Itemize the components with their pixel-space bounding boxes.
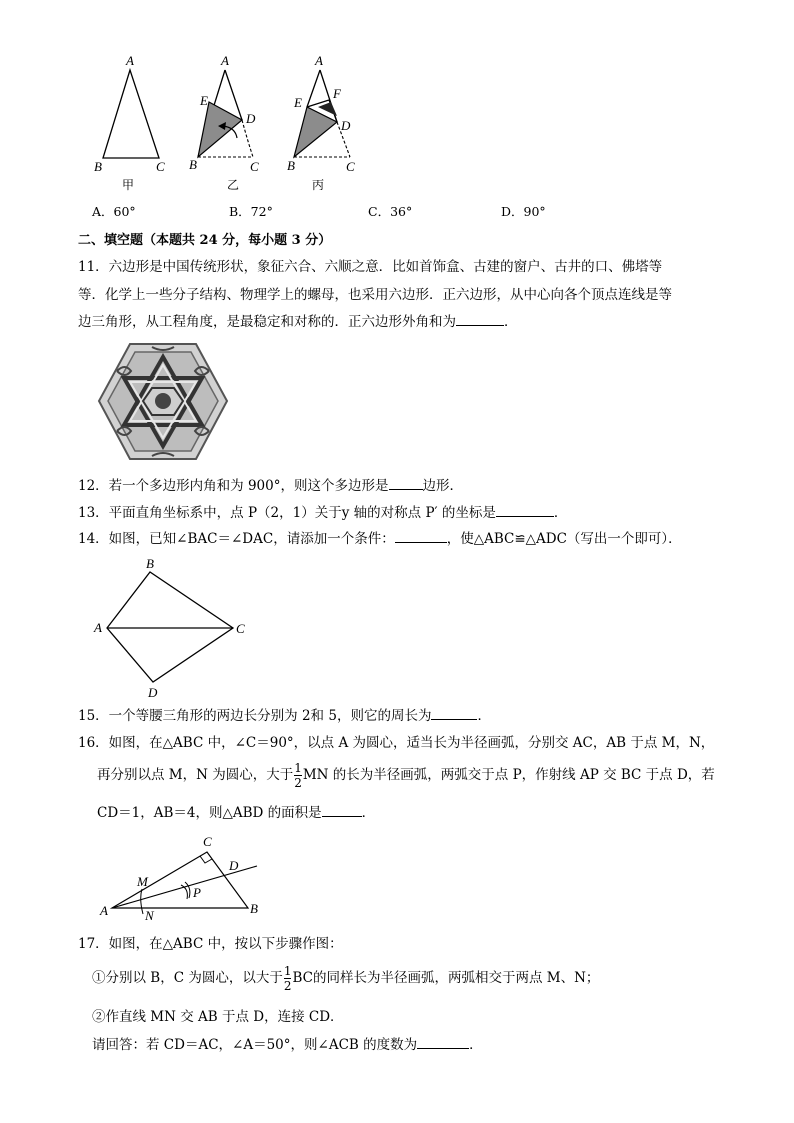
hexagon-ornament-image [97, 341, 229, 462]
q10-figures [85, 50, 375, 200]
label-D: D [341, 118, 351, 133]
q16-line3: CD＝1，AB＝4，则△ABD 的面积是 ． [97, 799, 727, 827]
label-N: N [145, 908, 154, 923]
label-E: E [200, 93, 208, 108]
q13: 13．平面直角坐标系中，点 P（2，1）关于y 轴的对称点 P′ 的坐标是 ． [78, 499, 708, 527]
caption-yi: 乙 [227, 178, 240, 192]
label-A: A [315, 53, 323, 68]
q11-line1: 11．六边形是中国传统形状，象征六合、六顺之意．比如首饰盒、古建的窗户、古井的口、佛塔等 [78, 259, 663, 275]
label-A: A [94, 620, 102, 635]
label-C: C [250, 159, 259, 174]
label-C: C [236, 621, 245, 636]
label-B: B [287, 158, 295, 173]
label-C: C [203, 834, 212, 849]
answer-blank[interactable] [322, 802, 362, 817]
label-D: D [229, 858, 239, 873]
q14-figure [88, 555, 258, 700]
answer-blank[interactable] [389, 475, 423, 490]
answer-blank[interactable] [417, 1034, 469, 1049]
q14: 14．如图，已知∠BAC＝∠DAC，请添加一个条件： ，使△ABC≌△ADC（写出一个即可）． [78, 525, 708, 553]
answer-blank[interactable] [395, 528, 447, 543]
label-B: B [94, 159, 102, 174]
label-A: A [100, 903, 108, 918]
q16-line1: 16．如图，在△ABC 中，∠C＝90°，以点 A 为圆心，适当长为半径画弧，分别交 AC，AB 于点 M，N， [78, 735, 715, 751]
option-a[interactable]: A．60° [92, 204, 136, 219]
q16-line2: 再分别以点 M，N 为圆心，大于 $\frac{1}{2}$ MN 的长为半径画弧，两弧交于点 P，作射线 AP 交 BC 于点 D，若 [97, 761, 715, 790]
figure-bing [287, 53, 355, 192]
q15: 15．一个等腰三角形的两边长分别为 2和 5，则它的周长为 ． [78, 702, 708, 730]
answer-blank[interactable] [456, 311, 504, 326]
q17-step2: ②作直线 MN 交 AB 于点 D，连接 CD． [92, 1009, 344, 1025]
label-P: P [193, 885, 201, 900]
answer-blank[interactable] [496, 502, 554, 517]
q17-step1: ①分别以 B，C 为圆心，以大于 $\frac{1}{2}$ BC的同样长为半径画弧，两弧相交于两点 M、N； [92, 964, 600, 993]
caption-jia: 甲 [122, 178, 135, 192]
q11-line3: 边三角形，从工程角度，是最稳定和对称的．正六边形外角和为 ． [78, 308, 708, 336]
q11-line2: 等．化学上一些分子结构、物理学上的螺母，也采用六边形．正六边形，从中心向各个顶点连线是等 [78, 287, 672, 303]
caption-bing: 丙 [312, 178, 325, 192]
section-title: 二、填空题（本题共 24 分，每小题 3 分） [78, 233, 332, 248]
q11-text: 边三角形，从工程角度，是最稳定和对称的．正六边形外角和为 [78, 314, 456, 330]
label-C: C [156, 159, 165, 174]
label-B: B [250, 901, 258, 916]
fraction-half: $\frac{1}{2}$ [283, 964, 292, 993]
label-B: B [189, 157, 197, 172]
q17-line1: 17．如图，在△ABC 中，按以下步骤作图： [78, 936, 343, 952]
q16-figure [95, 832, 270, 927]
label-C: C [346, 159, 355, 174]
option-d[interactable]: D．90° [501, 204, 546, 219]
fraction-half: $\frac{1}{2}$ [294, 761, 302, 790]
q12: 12．若一个多边形内角和为 900°，则这个多边形是 边形． [78, 472, 708, 500]
q17-ask: 请回答：若 CD＝AC，∠A＝50°，则∠ACB 的度数为 ． [92, 1031, 722, 1059]
label-A: A [221, 53, 229, 68]
label-M: M [137, 874, 148, 889]
label-B: B [146, 556, 154, 571]
option-c[interactable]: C．36° [368, 204, 413, 219]
answer-blank[interactable] [431, 705, 477, 720]
label-A: A [126, 53, 134, 68]
figure-yi [189, 53, 259, 192]
label-D: D [148, 685, 158, 700]
figure-jia [94, 53, 165, 192]
option-b[interactable]: B．72° [229, 204, 273, 219]
label-F: F [333, 86, 341, 101]
label-E: E [294, 95, 302, 110]
label-D: D [246, 111, 256, 126]
